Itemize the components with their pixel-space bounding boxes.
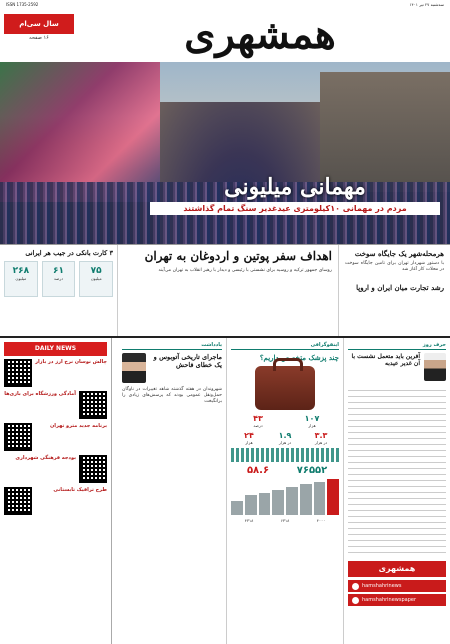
instagram-icon: [352, 597, 359, 604]
social-instagram[interactable]: [348, 594, 446, 606]
bar: [314, 482, 326, 515]
qr-code-icon: [79, 455, 107, 483]
cleric-avatar: [424, 353, 446, 381]
hero-headline[interactable]: مهمانی میلیونی: [224, 174, 366, 200]
hero-subhead: مردم در مهمانی ۱۰کیلومتری عیدغدیر سنگ تمام گذاشتند: [150, 202, 440, 215]
hero-caption: [150, 174, 440, 215]
big-number: ۷۶۵۵۲: [296, 465, 328, 476]
bar: [259, 493, 271, 515]
people-pictogram: [231, 448, 339, 462]
stat-label: هزار: [308, 423, 316, 428]
big-percent: ۵۸.۶: [246, 465, 270, 476]
qr-item[interactable]: [4, 423, 107, 451]
stat: [267, 431, 303, 445]
story-fuel-text: با دستور شهردار تهران برای تامین جایگاه سوخت در محلات کار آغاز شد: [345, 261, 444, 273]
footer-logo: همشهری: [348, 561, 446, 577]
qr-item[interactable]: [4, 359, 107, 387]
card-stats: [4, 261, 113, 297]
stat: [303, 431, 339, 445]
card-stat-value: ۷۵: [90, 266, 102, 276]
stat: [231, 414, 285, 428]
opinion-text: شهروندان در هفته گذشته شاهد تغییرات در ناوگان حمل‌ونقل عمومی بودند که پرسش‌های زیادی را برانگیخت: [122, 387, 222, 405]
quote-label: حرف روز: [348, 342, 446, 350]
stat-value: ۲۴: [244, 431, 254, 440]
twitter-icon: [352, 583, 359, 590]
qr-column: [0, 338, 112, 644]
story-fuel-title: هرمحله‌شهر یک جایگاه سوخت: [354, 249, 444, 258]
card-stat: [42, 261, 76, 297]
stat: [285, 465, 339, 476]
stat-label: در هزار: [314, 440, 328, 445]
bar-label: ۶۳۱۸: [280, 518, 290, 523]
dateline: [0, 0, 450, 10]
stat-label: در هزار: [278, 440, 292, 445]
bar: [231, 501, 243, 515]
infographic-label: اینفوگرافی: [231, 342, 339, 350]
opinion-label: یادداشت: [122, 342, 222, 350]
bar: [245, 495, 257, 515]
qr-item-title: برنامه جدید مترو تهران: [50, 423, 107, 429]
lower-section: [0, 336, 450, 644]
bar-chart: [231, 479, 339, 515]
social-twitter[interactable]: [348, 580, 446, 592]
bar-label: ۴۰۰۰: [316, 518, 326, 523]
qr-item[interactable]: [4, 487, 107, 515]
stat-label: هزار: [245, 440, 253, 445]
qr-item-title: بودجه فرهنگی شهرداری: [15, 455, 76, 461]
card-stat-value: ۲۶۸: [12, 266, 30, 276]
qr-item-title: طرح ترافیک تابستانی: [53, 487, 107, 493]
stat-row-top: [231, 414, 339, 428]
stat-label: درصد: [253, 423, 263, 428]
infographic[interactable]: [226, 338, 344, 644]
newspaper-logo[interactable]: همشهری: [184, 11, 336, 58]
story-visit-title: اهداف سفر پوتین و اردوغان به تهران: [144, 249, 332, 263]
stat-row-big: [231, 465, 339, 476]
qr-code-icon: [4, 359, 32, 387]
dateline-right: سه‌شنبه ۲۷ تیر ۱۴۰۱: [409, 2, 444, 7]
stat: [231, 465, 285, 476]
story-fuel[interactable]: [338, 245, 450, 337]
card-stat-unit: میلیون: [15, 276, 27, 281]
stat-row-mid: [231, 431, 339, 445]
stat: [285, 414, 339, 428]
daily-news-header: DAILY NEWS: [4, 342, 107, 356]
social-handle: hamshahrinewspaper: [362, 597, 417, 603]
opinion-column[interactable]: [118, 338, 226, 644]
stat-value: ۱۰۷: [304, 414, 320, 423]
medical-bag-icon: [255, 366, 315, 410]
card-stat-unit: درصد: [53, 276, 64, 281]
bar-labels: [231, 518, 339, 523]
card-stat-unit: میلیون: [90, 276, 102, 281]
bar: [286, 487, 298, 515]
stat: [231, 431, 267, 445]
qr-code-icon: [4, 423, 32, 451]
story-cards-title: ۳ کارت بانکی در جیب هر ایرانی: [25, 249, 113, 257]
quote-column[interactable]: [344, 338, 450, 644]
qr-code-icon: [79, 391, 107, 419]
masthead-side: [4, 14, 74, 56]
stat-value: ۳.۳: [314, 431, 328, 440]
story-visit-text: روسای جمهور ترکیه و روسیه برای نشستی با رئیسی و دیدار با رهبر انقلاب به تهران می‌آیند: [158, 268, 332, 273]
masthead-sub: ۱۶ صفحه: [29, 35, 49, 41]
news-row: [0, 244, 450, 336]
hero-photo: [0, 62, 450, 244]
social-handle: hamshahrinews: [362, 583, 402, 589]
hero-building-left: [0, 62, 160, 202]
qr-code-icon: [4, 487, 32, 515]
story-visit[interactable]: [118, 245, 338, 337]
qr-item[interactable]: [4, 455, 107, 483]
card-stat: [79, 261, 113, 297]
story-cards[interactable]: [0, 245, 118, 337]
card-stat-value: ۶۱: [52, 266, 64, 276]
dateline-left: ISSN 1735-2592: [6, 2, 39, 7]
qr-item[interactable]: [4, 391, 107, 419]
author-avatar: [122, 353, 146, 383]
bar: [272, 490, 284, 515]
qr-item-title: چالش نوسان نرخ ارز در بازار: [35, 359, 107, 365]
infographic-title: چند پزشک متخصص داریم؟: [259, 353, 339, 362]
quote-title: آفرین باید متعمل نشست با آن غدیر عیدبه: [351, 353, 420, 367]
stat-value: ۱.۹: [278, 431, 292, 440]
social-links: [348, 561, 446, 606]
stat-value: ۴۳: [253, 414, 263, 423]
opinion-title: ماجرای تاریخی آتوبوس و یک خطای فاحش: [153, 353, 222, 369]
masthead-badge: سال سی‌ام: [4, 14, 74, 34]
quote-body: [348, 385, 446, 555]
qr-item-title: آمادگی ورزشگاه برای بازی‌ها: [4, 391, 76, 397]
card-stat: [4, 261, 38, 297]
story-trade-title: رشد تجارت میان ایران و اروپا: [356, 283, 444, 293]
bar-label: ۴۳۱۸: [244, 518, 254, 523]
masthead: [0, 10, 450, 62]
bar: [327, 479, 339, 515]
bar: [300, 484, 312, 515]
